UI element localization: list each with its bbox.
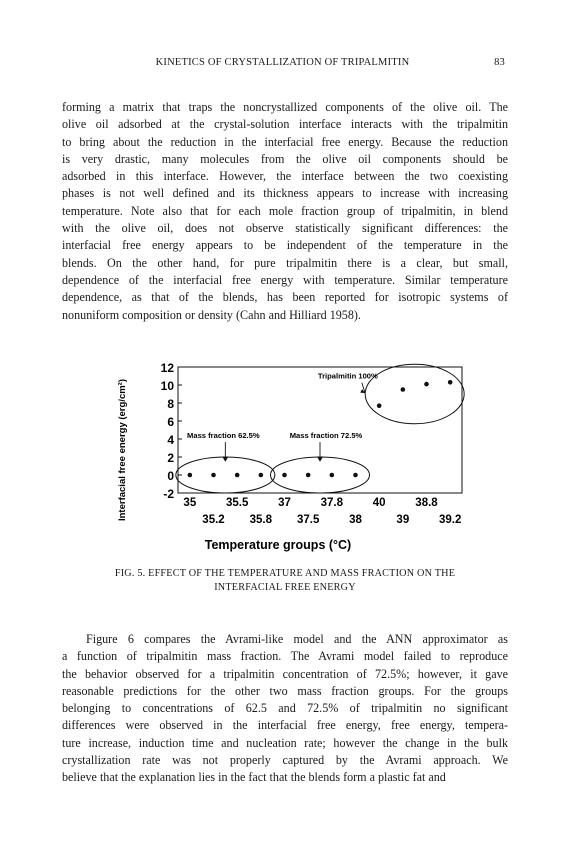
text-line: interfacial free energy appears to be independent of the temperature in the [62,238,508,253]
annotation-label: Tripalmitin 100% [317,371,378,381]
plot-frame [178,367,462,493]
data-point [188,473,193,478]
page-number: 83 [494,57,505,68]
data-point [282,473,287,478]
y-tick-label: -2 [163,487,174,501]
arrow-down-icon [317,457,323,462]
y-tick-label: 0 [167,469,174,483]
text-line: temperature. Note also that for each mole fraction group of tripalmitin, in blend [62,203,508,218]
x-tick-label: 35.2 [202,514,225,526]
data-point [448,380,453,385]
y-tick-label: 6 [167,415,174,429]
data-point [377,403,382,408]
text-line: adsorbed in this interface. However, the interface between the two coexisting [62,169,508,184]
y-tick-label: 8 [167,397,174,411]
text-line: blends. On the other hand, for pure tripalmitin there is a clear, but small, [62,255,508,270]
text-line: dependence of the interfacial free energy with temperature. Similar temperature [62,272,508,287]
annotation-label: Mass fraction 72.5% [289,431,363,441]
figure-caption [62,567,508,594]
text-line: is very drastic, many molecules from the olive oil components should be [62,151,508,166]
text-line: forming a matrix that traps the noncrystallized components of the olive oil. The [62,100,508,114]
data-point [211,473,216,478]
y-tick-label: 4 [167,433,174,447]
x-tick-label: 39 [396,514,410,526]
x-tick-label: 40 [372,497,386,509]
x-axis-label: Temperature groups (°C) [204,538,352,552]
text-line: to bring about the reduction in the interfacial free energy. Because the reduction [62,134,508,149]
data-point [259,473,264,478]
y-axis-ticks [161,361,182,501]
y-tick-label: 12 [160,361,174,375]
text-line: believe that the explanation lies in the fact that the blends form a plastic fat and [62,770,446,785]
chart-annotations [187,372,378,462]
y-tick-label: 2 [167,451,174,465]
x-tick-label: 39.2 [438,514,462,526]
paragraph-2 [62,631,508,787]
text-line: phases is not well defined and its thickness appears to increase with increasing [62,186,508,201]
data-point [353,473,358,478]
data-point [424,382,429,387]
x-tick-label: 37.8 [320,497,344,509]
y-axis-label: Interfacial free energy (erg/cm²) [117,378,128,522]
y-tick-label: 10 [160,379,174,393]
x-tick-label: 38 [349,514,362,526]
data-point [401,387,406,392]
text-line: crystallization rate was not properly captured by the Avrami approach. We [62,753,508,768]
text-line: reasonable predictions for the other two mass fraction groups. For the groups [62,683,508,698]
figure-5-chart [110,355,470,560]
caption-line: FIG. 5. EFFECT OF THE TEMPERATURE AND MASS FRACTION ON THE [114,568,456,579]
group-ellipse [365,364,464,423]
x-tick-label: 38.8 [415,497,438,509]
text-line: belonging to concentrations of 62.5 and 72.5% of tripalmitin no significant [62,701,508,716]
running-head [60,57,505,71]
text-line: dependence, as that of the blends, has been reported for isotropic systems of [62,290,508,305]
text-line: olive oil adsorbed at the crystal-solution interface interacts with the tripalmitin [62,117,508,132]
text-line: nonuniform composition or density (Cahn and Hilliard 1958). [62,307,361,322]
chart-axes [178,367,462,493]
x-axis-ticks [183,497,461,526]
running-title: KINETICS OF CRYSTALLIZATION OF TRIPALMITIN [155,57,410,68]
data-point [330,473,335,478]
data-point [235,473,240,478]
data-points [188,380,453,477]
text-line: the behavior observed for a tripalmitin concentration of 72.5%; however, it gave [62,666,508,681]
x-tick-label: 35.8 [249,514,273,526]
data-point [306,473,311,478]
x-tick-label: 37.5 [296,514,320,526]
text-line: ture increase, induction time and nucleation rate; however the change in the bulk [62,735,508,750]
x-tick-label: 35 [183,497,197,509]
caption-line: INTERFACIAL FREE ENERGY [214,581,356,593]
text-line: with the olive oil, does not observe statistically significant differences: the [62,221,508,236]
annotation-label: Mass fraction 62.5% [187,431,260,441]
arrow-down-icon [222,457,228,462]
x-tick-label: 35.5 [225,497,249,509]
x-tick-label: 37 [278,497,291,509]
text-line: differences were observed in the interfacial free energy, free energy, tempera- [62,718,508,733]
text-line: a function of tripalmitin mass fraction. The Avrami model failed to reproduce [62,649,508,664]
text-line: Figure 6 compares the Avrami-like model and the ANN approximator as [86,632,508,646]
group-ellipses [176,364,464,493]
paragraph-1 [62,99,508,324]
